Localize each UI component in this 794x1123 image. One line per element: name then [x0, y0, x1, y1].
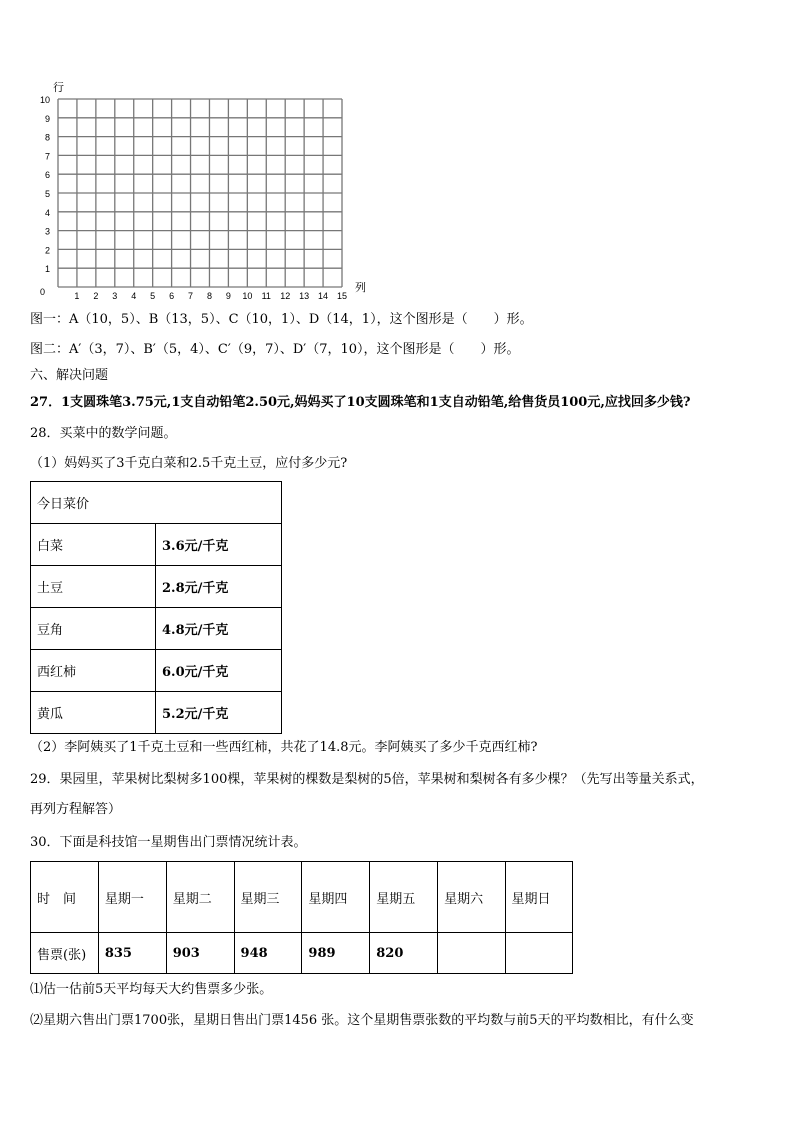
coordinate-grid [0, 0, 794, 310]
header-cell: 星期三 [234, 862, 302, 933]
x-tick-label: 4 [131, 291, 137, 301]
y-tick-label: 0 [39, 287, 45, 297]
y-tick-label: 10 [39, 95, 50, 105]
y-tick-label: 5 [44, 189, 50, 199]
question-29: 29．果园里，苹果树比梨树多100棵，苹果树的棵数是梨树的5倍，苹果树和梨树各有多少棵？（先写出等量关系式， [30, 772, 704, 787]
table-row [31, 566, 282, 608]
header-cell: 星期日 [505, 862, 572, 933]
ticket-count: 989 [302, 933, 370, 974]
x-tick-label: 9 [225, 291, 231, 301]
header-cell: 星期二 [166, 862, 234, 933]
x-tick-label: 14 [318, 291, 329, 301]
veg-price: 2.8元/千克 [156, 566, 282, 608]
question-29-cont: 再列方程解答） [30, 802, 122, 817]
x-tick-label: 12 [280, 291, 291, 301]
x-tick-label: 8 [206, 291, 212, 301]
x-tick-label: 11 [261, 291, 271, 301]
y-tick-label: 4 [44, 207, 50, 218]
ticket-count: 903 [166, 933, 234, 974]
x-tick-label: 2 [93, 291, 99, 301]
question-28-part2: （2）李阿姨买了1千克土豆和一些西红柿，共花了14.8元。李阿姨买了多少千克西红柿? [30, 740, 538, 755]
x-tick-label: 6 [169, 291, 175, 301]
ticket-count: 820 [370, 933, 438, 974]
row-label: 售票(张) [31, 933, 99, 974]
table-row [31, 650, 282, 692]
y-axis-label: 行 [53, 81, 64, 94]
question-28-part1: （1）妈妈买了3千克白菜和2.5千克土豆，应付多少元? [30, 456, 348, 471]
x-tick-label: 7 [188, 291, 194, 301]
section-heading: 六、解决问题 [30, 368, 109, 383]
table-header-row [31, 862, 573, 933]
figure1-question: 图一：A（10，5）、B（13，5）、C（10，1）、D（14，1），这个图形是（ ）形。 [30, 312, 533, 327]
veg-name: 豆角 [31, 608, 156, 650]
veg-name: 白菜 [31, 524, 156, 566]
veg-price: 5.2元/千克 [156, 692, 282, 734]
y-tick-label: 9 [44, 113, 50, 124]
question-30: 30．下面是科技馆一星期售出门票情况统计表。 [30, 835, 307, 850]
y-tick-label: 3 [44, 226, 50, 237]
veg-price: 6.0元/千克 [156, 650, 282, 692]
ticket-count: 835 [98, 933, 166, 974]
table-row [31, 608, 282, 650]
y-tick-label: 8 [44, 132, 50, 143]
x-tick-label: 5 [150, 291, 156, 301]
veg-name: 土豆 [31, 566, 156, 608]
y-tick-label: 2 [44, 245, 50, 256]
veg-price: 3.6元/千克 [156, 524, 282, 566]
x-tick-label: 10 [242, 291, 253, 301]
table-row [31, 524, 282, 566]
question-28: 28．买菜中的数学问题。 [30, 426, 177, 441]
table-row [31, 933, 573, 974]
y-tick-label: 6 [44, 170, 50, 181]
x-axis-label: 列 [355, 281, 366, 294]
ticket-count: 948 [234, 933, 302, 974]
question-27: 27．1支圆珠笔3.75元,1支自动铅笔2.50元,妈妈买了10支圆珠笔和1支自动铅笔,给售货员100元,应找回多少钱? [30, 395, 691, 410]
header-cell: 时 间 [31, 862, 99, 933]
x-tick-label: 15 [336, 291, 348, 301]
table-row [31, 692, 282, 734]
veg-name: 西红柿 [31, 650, 156, 692]
x-tick-label: 1 [74, 291, 80, 301]
ticket-count [438, 933, 505, 974]
table-title: 今日菜价 [31, 482, 282, 524]
y-tick-label: 1 [44, 264, 50, 275]
question-30-part2: ⑵星期六售出门票1700张，星期日售出门票1456 张。这个星期售票张数的平均数与前5天的平均数相比，有什么变 [30, 1013, 694, 1028]
header-cell: 星期一 [98, 862, 166, 933]
ticket-sales-table [30, 861, 573, 974]
veg-price: 4.8元/千克 [156, 608, 282, 650]
y-tick-label: 7 [44, 151, 50, 162]
figure2-question: 图二：A′（3，7）、B′（5，4）、C′（9，7）、D′（7，10），这个图形是（ ）形。 [30, 342, 520, 357]
vegetable-price-table [30, 481, 282, 734]
veg-name: 黄瓜 [31, 692, 156, 734]
x-tick-label: 13 [299, 291, 310, 301]
header-cell: 星期四 [302, 862, 370, 933]
header-cell: 星期六 [438, 862, 505, 933]
x-tick-label: 3 [112, 291, 118, 301]
question-30-part1: ⑴估一估前5天平均每天大约售票多少张。 [30, 982, 273, 997]
ticket-count [505, 933, 572, 974]
header-cell: 星期五 [370, 862, 438, 933]
